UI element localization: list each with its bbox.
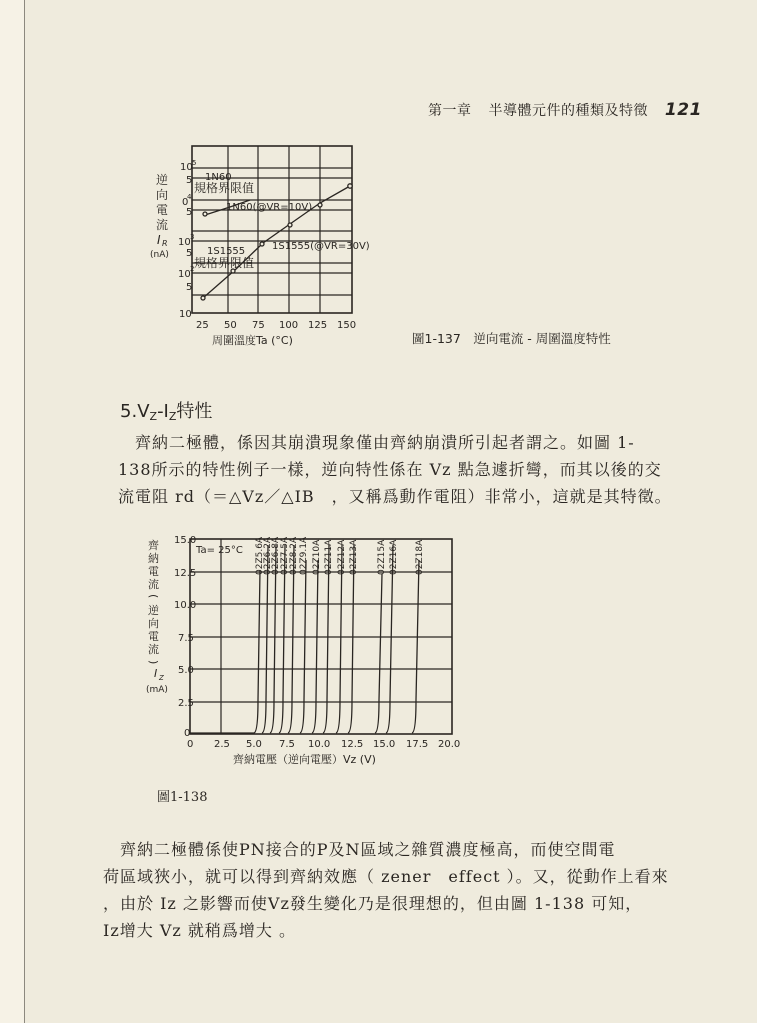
svg-text:17.5: 17.5 (406, 739, 429, 750)
svg-text:Z: Z (159, 674, 164, 682)
chart-138-condition: Ta= 25°C (196, 545, 243, 556)
section-title: $5.V_Z-I_Z$特性 (120, 401, 213, 423)
figure-138-chart (140, 530, 470, 775)
svg-text:02Z9.1A: 02Z9.1A (299, 536, 309, 575)
chart-138-y-label (146, 539, 168, 695)
svg-text:(: ( (147, 594, 160, 599)
svg-text:02Z12A: 02Z12A (337, 539, 347, 575)
annotation-1s1555-limit: 1S1555 (207, 246, 246, 257)
svg-text:電: 電 (148, 565, 159, 578)
svg-text:2.5: 2.5 (214, 739, 230, 750)
annotation-1s1555-limit-note: 規格界限值 (194, 256, 255, 270)
chapter-label: 第一章 (428, 103, 472, 119)
svg-text:7.5: 7.5 (279, 739, 295, 750)
svg-text:電: 電 (148, 630, 159, 643)
running-header (428, 100, 702, 120)
figure-137-chart (140, 140, 380, 350)
svg-text:納: 納 (148, 552, 159, 565)
svg-text:3: 3 (190, 233, 195, 241)
paragraph-line: 荷區域狹小，就可以得到齊納效應（ zener effect ）。又，從動作上看來 (103, 867, 669, 886)
svg-text:10.0: 10.0 (308, 739, 331, 750)
svg-text:5: 5 (186, 175, 193, 186)
svg-text:0: 0 (182, 197, 189, 208)
svg-text:I: I (154, 667, 158, 680)
chapter-title: 半導體元件的種類及特徵 (488, 103, 648, 119)
svg-text:02Z6.2A: 02Z6.2A (263, 536, 273, 575)
svg-text:4: 4 (187, 193, 192, 201)
paragraph-line: 流電阻 rd（＝△Vz／△IB ，又稱爲動作電阻）非常小，這就是其特徵。 (118, 487, 672, 506)
svg-text:2.5: 2.5 (178, 698, 194, 709)
svg-text:): ) (147, 660, 160, 665)
svg-text:02Z10A: 02Z10A (312, 539, 322, 575)
svg-text:100: 100 (279, 320, 299, 331)
chart-137-y-label (150, 173, 169, 260)
annotation-1s1555-curve: 1S1555(@VR=30V) (272, 241, 370, 252)
binding-edge (0, 0, 25, 1023)
svg-text:10: 10 (178, 269, 191, 280)
svg-text:5: 5 (192, 159, 197, 167)
svg-text:電: 電 (156, 203, 169, 217)
svg-text:5.0: 5.0 (246, 739, 262, 750)
page-number: 121 (664, 100, 702, 120)
svg-text:逆: 逆 (148, 604, 159, 617)
svg-text:20.0: 20.0 (438, 739, 461, 750)
svg-text:(nA): (nA) (150, 250, 169, 260)
chart-138-x-label: 齊納電壓（逆向電壓）Vz (V) (233, 753, 376, 766)
svg-text:150: 150 (337, 320, 357, 331)
svg-text:25: 25 (196, 320, 209, 331)
svg-text:7.5: 7.5 (178, 633, 194, 644)
svg-text:逆: 逆 (156, 173, 169, 187)
svg-text:02Z7.5A: 02Z7.5A (280, 536, 290, 575)
svg-text:5.0: 5.0 (178, 665, 194, 676)
svg-text:10: 10 (178, 237, 191, 248)
paragraph-line: 齊納二極體係使PN接合的P及N區域之雜質濃度極高，而使空間電 (103, 840, 616, 859)
paragraph-line: Iz增大 Vz 就稍爲增大 。 (103, 921, 296, 940)
svg-text:50: 50 (224, 320, 237, 331)
svg-text:10: 10 (180, 162, 193, 173)
svg-text:02Z16A: 02Z16A (389, 539, 399, 575)
svg-text:02Z6.8A: 02Z6.8A (271, 536, 281, 575)
svg-text:02Z15A: 02Z15A (377, 539, 387, 575)
svg-text:流: 流 (148, 643, 159, 656)
svg-text:02Z13A: 02Z13A (349, 539, 359, 575)
svg-text:10.0: 10.0 (174, 600, 197, 611)
svg-text:流: 流 (156, 218, 169, 232)
svg-text:02Z5.6A: 02Z5.6A (255, 536, 265, 575)
svg-text:齊: 齊 (148, 539, 159, 552)
paragraph-line: 齊納二極體，係因其崩潰現象僅由齊納崩潰所引起者謂之。如圖 1- (118, 433, 635, 452)
chart-137-x-label: 周圍溫度Ta (°C) (212, 334, 293, 347)
svg-text:12.5: 12.5 (174, 568, 197, 579)
paragraph-2 (103, 836, 673, 944)
svg-text:10: 10 (179, 309, 192, 320)
svg-text:02Z11A: 02Z11A (324, 539, 334, 575)
svg-text:流: 流 (148, 578, 159, 591)
svg-text:125: 125 (308, 320, 328, 331)
svg-text:75: 75 (252, 320, 265, 331)
svg-text:(mA): (mA) (146, 685, 168, 695)
svg-text:02Z18A: 02Z18A (415, 539, 425, 575)
figure-138-caption: 圖1-138 (157, 790, 208, 805)
annotation-1n60-limit: 1N60 (205, 172, 232, 183)
svg-text:2: 2 (190, 265, 195, 273)
svg-text:15.0: 15.0 (174, 535, 197, 546)
svg-text:0: 0 (187, 739, 194, 750)
svg-text:02Z8.2A: 02Z8.2A (289, 536, 299, 575)
paragraph-line: ，由於 Iz 之影響而使Vz發生變化乃是很理想的，但由圖 1-138 可知， (103, 894, 643, 913)
svg-text:R: R (162, 239, 168, 248)
svg-text:向: 向 (156, 188, 169, 202)
svg-text:5: 5 (186, 282, 193, 293)
svg-text:I: I (157, 233, 161, 247)
figure-137-caption: 圖1-137 逆向電流 - 周圍溫度特性 (412, 331, 611, 346)
svg-text:5: 5 (186, 207, 193, 218)
annotation-1n60-limit-note: 規格界限值 (194, 181, 255, 195)
paragraph-1 (118, 429, 672, 510)
svg-text:5: 5 (186, 248, 193, 259)
svg-text:0: 0 (184, 728, 191, 739)
svg-text:15.0: 15.0 (373, 739, 396, 750)
svg-text:12.5: 12.5 (341, 739, 364, 750)
svg-text:向: 向 (148, 617, 159, 630)
paragraph-line: 138所示的特性例子一樣，逆向特性係在 Vz 點急遽折彎，而其以後的交 (118, 460, 662, 479)
annotation-1n60-curve: 1N60(@VR=10V) (226, 202, 313, 213)
